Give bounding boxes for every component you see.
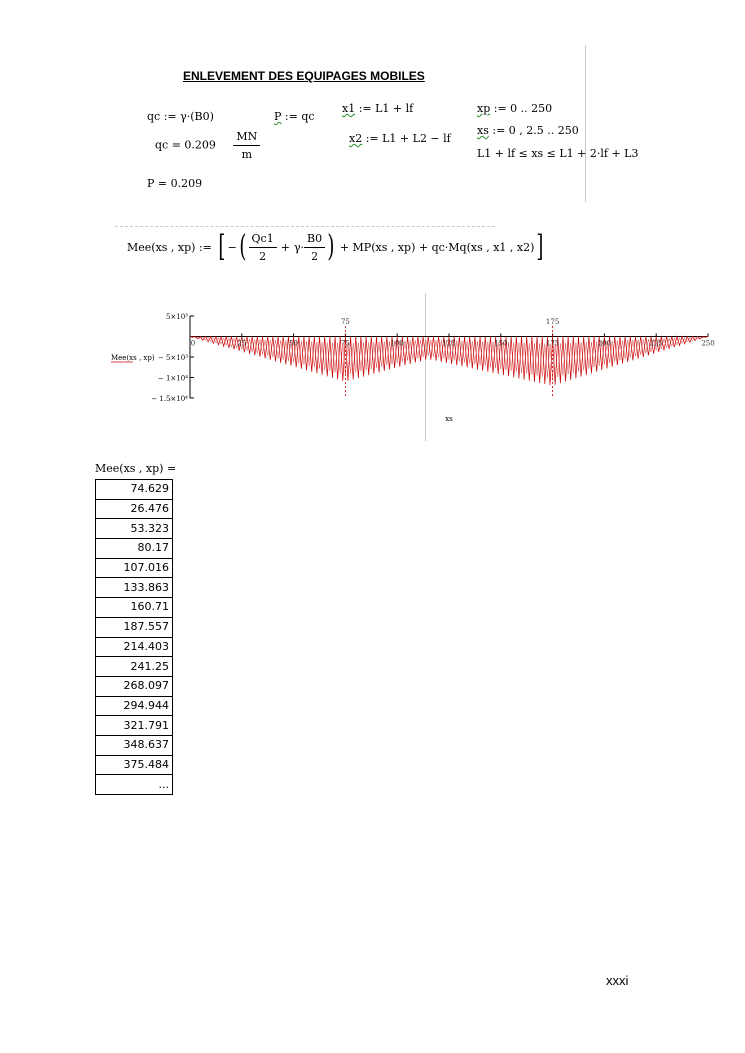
- marker-label: 175: [545, 318, 560, 326]
- table-cell: 74.629: [96, 480, 173, 500]
- moment-chart: [0, 0, 745, 460]
- table-cell: ...: [96, 775, 173, 795]
- frac-b0-num: B0: [304, 232, 325, 248]
- xs-constraint: L1 + lf ≤ xs ≤ L1 + 2·lf + L3: [477, 147, 639, 160]
- table-cell: 348.637: [96, 735, 173, 755]
- table-row: [96, 617, 173, 637]
- y-axis-label: Mee(xs , xp): [111, 354, 155, 362]
- P-result: P = 0.209: [147, 177, 203, 190]
- y-tick-label: − 1×10⁴: [157, 374, 188, 383]
- qc-unit-den: m: [241, 148, 253, 161]
- x-tick-label: 225: [649, 339, 663, 348]
- table-row: [96, 657, 173, 677]
- table-cell: 375.484: [96, 755, 173, 775]
- table-row: [96, 578, 173, 598]
- y-tick-label: 5×10³: [165, 313, 188, 321]
- page-title: ENLEVEMENT DES EQUIPAGES MOBILES: [183, 69, 425, 83]
- marker-label: 75: [340, 318, 350, 326]
- P-expr: := qc: [284, 110, 315, 123]
- table-cell: 321.791: [96, 716, 173, 736]
- x-axis-label: xs: [445, 415, 453, 423]
- x-tick-label: 175: [545, 339, 560, 348]
- x2-expr: := L1 + L2 − lf: [365, 132, 451, 145]
- qc-definition: qc := γ·(B0): [147, 110, 214, 123]
- y-tick-label: − 5×10³: [157, 354, 188, 362]
- bracket-close: ]: [536, 229, 544, 264]
- table-row: [96, 775, 173, 795]
- table-row: [96, 519, 173, 539]
- qc-unit-num: MN: [233, 130, 260, 146]
- table-row: [96, 539, 173, 559]
- table-row: [96, 558, 173, 578]
- table-cell: 294.944: [96, 696, 173, 716]
- table-row: [96, 676, 173, 696]
- x-tick-label: 50: [289, 339, 299, 348]
- x1-name: x1: [342, 102, 356, 115]
- table-row: [96, 696, 173, 716]
- x2-name: x2: [349, 132, 363, 145]
- formula-rest: + MP(xs , xp) + qc·Mq(xs , x1 , x2): [339, 240, 535, 254]
- plus-sign: +: [280, 240, 290, 254]
- x-tick-label: 100: [390, 339, 404, 348]
- table-row: [96, 637, 173, 657]
- paren-open: (: [239, 229, 247, 264]
- xp-name: xp: [477, 102, 491, 115]
- table-row: [96, 735, 173, 755]
- x-tick-label: 25: [237, 339, 247, 348]
- results-label: Mee(xs , xp) =: [95, 462, 177, 475]
- x-tick-label: 125: [442, 339, 456, 348]
- table-cell: 268.097: [96, 676, 173, 696]
- x-tick-label: 150: [494, 339, 508, 348]
- qc-result-value: qc = 0.209: [155, 138, 216, 152]
- table-cell: 80.17: [96, 539, 173, 559]
- paren-close: ): [327, 229, 335, 264]
- x-tick-label: 75: [340, 339, 350, 348]
- results-table: [95, 479, 173, 795]
- table-cell: 53.323: [96, 519, 173, 539]
- y-tick-label: − 1.5×10⁴: [151, 395, 188, 403]
- table-row: [96, 499, 173, 519]
- minus-sign: −: [227, 240, 237, 254]
- table-cell: 241.25: [96, 657, 173, 677]
- table-row: [96, 480, 173, 500]
- P-name: P: [274, 110, 282, 123]
- table-cell: 133.863: [96, 578, 173, 598]
- table-cell: 26.476: [96, 499, 173, 519]
- x-tick-label: 0: [190, 339, 196, 348]
- table-row: [96, 598, 173, 618]
- xs-name: xs: [477, 124, 489, 137]
- table-row: [96, 755, 173, 775]
- frac-qc1-den: 2: [259, 249, 267, 263]
- page-number: xxxi: [606, 973, 629, 988]
- table-cell: 107.016: [96, 558, 173, 578]
- frac-qc1-num: Qc1: [249, 232, 277, 248]
- frac-b0-den: 2: [311, 249, 319, 263]
- formula-lhs: Mee(xs , xp) :=: [127, 240, 212, 254]
- x-tick-label: 200: [597, 339, 612, 348]
- xs-expr: := 0 , 2.5 .. 250: [492, 124, 579, 137]
- table-cell: 187.557: [96, 617, 173, 637]
- chart-labels: [111, 313, 715, 423]
- table-row: [96, 716, 173, 736]
- table-cell: 160.71: [96, 598, 173, 618]
- xp-expr: := 0 .. 250: [493, 102, 553, 115]
- table-cell: 214.403: [96, 637, 173, 657]
- gamma-factor: γ·: [293, 240, 305, 254]
- bracket-open: [: [218, 229, 226, 264]
- x-tick-label: 250: [701, 339, 715, 348]
- x1-expr: := L1 + lf: [358, 102, 414, 115]
